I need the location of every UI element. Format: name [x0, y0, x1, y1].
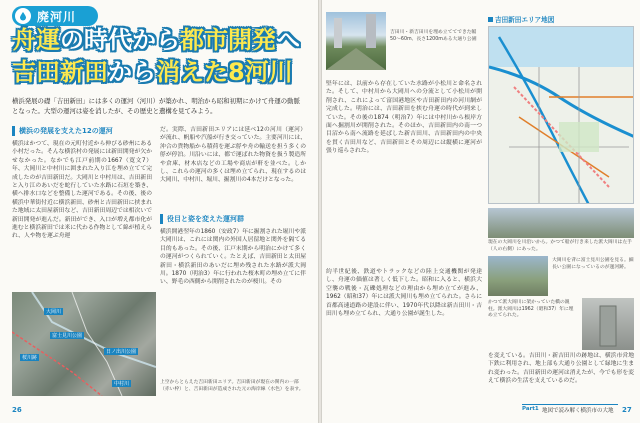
photo-label-fujimigawa: 富士見川公園 [52, 333, 83, 339]
bridge-pillar-caption: かつて派大岡川に架かっていた橋の親柱。派大岡川は1962（昭和37）年に埋め立てられた。 [488, 300, 574, 318]
photo-label-sakuragawa: 桜川跡 [22, 355, 38, 361]
lead-paragraph: 横浜発展の礎「吉田新田」には多くの運河（河川）が築かれ、明治から昭和初期にかけて舟運の動脈となった。大型の運河は姿を消したが、その歴史と遺構を見てみよう。 [12, 97, 300, 115]
river-photo-caption: 現在の大岡川を川沿いから。かつて船が行き来した派大岡川は左手（人の右側）にあった。 [488, 240, 632, 252]
right-body-3: を変えている。吉田川・新吉田川の跡地は、横浜市営地下鉄に利用され、地上部も大通り公園として緑地に生まれ変わった。吉田新田の運河は消えたが、今でも形を変えて横浜の生活を支えているのだ。 [488, 353, 634, 385]
right-body-1: 堅年には、以前から存在していた水路が小松川と命名された。そして、中村川から大岡川への分流として小松川が開削され、これによって富国港地区や吉田新田内の河川網が完成した。明治には、吉田新田を挟む舟運の時代が到来していた。その後の1874（明治7）年には中村川から根岸方面へ掘割川が開削された。そのほか、吉田新田内の南一つ目沼から南へ流路を延ばした新吉田川、吉田新田内の中央を貫く吉田川など、吉田新田とその周辺には縦横に運河が張り巡らされた。 [326, 81, 482, 155]
category-tag-label: 廃河川 [37, 9, 77, 24]
title-line-1-a: 舟運 [12, 26, 60, 54]
title-line-2-b: から [108, 58, 156, 86]
aerial-photo [12, 292, 156, 396]
river-photo [488, 208, 634, 238]
section-2-body: 横浜開港翌年の1860（安政7）年に掘割された堀川や派大岡川は、これには関内の外国人居留地と関外を隔てる目的もあった。その後、江戸末期から明治にかけて多くの運河がつくられていく。たとえば、吉田新田と太田屋新田・横浜新田のあいだに埋め残された水路が派大岡川。1870（明治3）年に行われた桜木町の埋め立てに伴い、野毛の西側から開削されたのが桜川。その [160, 229, 306, 286]
area-map [488, 26, 634, 204]
map-square-icon [488, 17, 493, 22]
footer-part: Part1 [522, 406, 539, 412]
title-line-1 [12, 26, 300, 54]
photo-label-nakamuragawa: 中村川 [114, 381, 130, 387]
title-line-1-d: へ [276, 26, 300, 54]
park-photo [326, 12, 386, 70]
footer-rule [522, 404, 618, 405]
right-body-2: 約半世紀後、鉄道やトラックなどの陸上交通機関が発達し、舟運の価値は著しく低下した。昭和に入ると、横浜大空襲の戦後・瓦礫処理などの理由から埋め立てが進み、1962（昭和37）年には派大岡川も埋め立てられた。さらに首都高速道路の建設に伴い、1970年代以降は新吉田川・吉田川も埋め立てられ、大通り公園が誕生した。 [326, 269, 482, 318]
category-tag [12, 6, 98, 26]
page-number-left: 26 [12, 406, 22, 414]
bridge-pillar-photo [582, 298, 634, 350]
section-1-body: 横浜はかつて、現在の元町付近から伸びる砂州にある小村だった。そんな横浜村の発展には新田開発が欠かせなかった。なかでも江戸前期の1667（寛文7）年、大岡川と中村川に囲まれた入り江を埋め立てて完成したのが吉田新田だ。大岡川と中村川は、吉田新田と入り江のあいだを蛇行していた水路に石垣を築き、横へ排水口などを整備した運河である。その後、後の横浜中華街付近に横浜新田、砂州と吉田新田に挟まれた地域に太田屋新田など、吉田新田周辺では相次いで新田開発が進んだ。新田ができ、入口が増え都市化が進むと横浜新田では米に代わる作物として綿が植えられ、人や物を運ぶ舟運 [12, 141, 152, 240]
title-line-1-b: の時代から [60, 26, 180, 54]
title-line-1-c: 都市開発 [180, 26, 276, 54]
left-page [0, 0, 318, 423]
title-line-2-c: 消えた8河川 [156, 58, 293, 86]
title-line-2 [12, 58, 293, 86]
photo-label-hinodegawa: 日ノ出川公園 [106, 349, 137, 355]
section-1-heading: 横浜の発展を支えた12の運河 [12, 126, 113, 136]
title-line-2-a: 吉田新田 [12, 58, 108, 86]
map-heading [488, 14, 554, 24]
water-drop-icon [15, 8, 31, 24]
park-photo-caption: 吉田川・新吉田川を埋め立ててできた幅50〜60m、長さ1200mある大通り公園 [390, 30, 477, 42]
section-1-body-cont: だ。実際、吉田新田エリアには延べ12の河川（運河）が流れ、帆船や汽船が行き交っていた。主要河川には、沖合の貨物船から積荷を運ぶ艀や舟の輸送を担う多くの艀が停泊。川沿いには、都で運ばれた物資を扱う製造所や倉庫、材木店などの工場や商店が軒を並べた。しかし、これらの運河の多くは埋め立てられ、現在するのは大岡川、中村川、堀川、掘割川の4本だけとなった。 [160, 127, 306, 184]
page-number-right: 27 [622, 406, 632, 414]
right-page [322, 0, 640, 423]
aerial-photo-caption: 上空からとらえた吉田新田エリア。吉田新田が現在の関内の一部（赤い枠）と、吉田新田が造成された元の海岸線（水色）を表す。 [160, 380, 304, 392]
fujimigawa-park-caption: 大岡川を背に富士見川公園を見る。細長い公園になっているのが運河跡。 [552, 258, 634, 270]
section-2-heading: 役目と姿を変えた運河群 [160, 214, 244, 224]
footer-text: 地図で読み解く横浜市の大地 [542, 408, 614, 414]
map-heading-label: 吉田新田エリア地図 [495, 16, 555, 24]
fujimigawa-park-photo [488, 256, 548, 296]
photo-label-ookagawa: 大岡川 [46, 309, 62, 315]
